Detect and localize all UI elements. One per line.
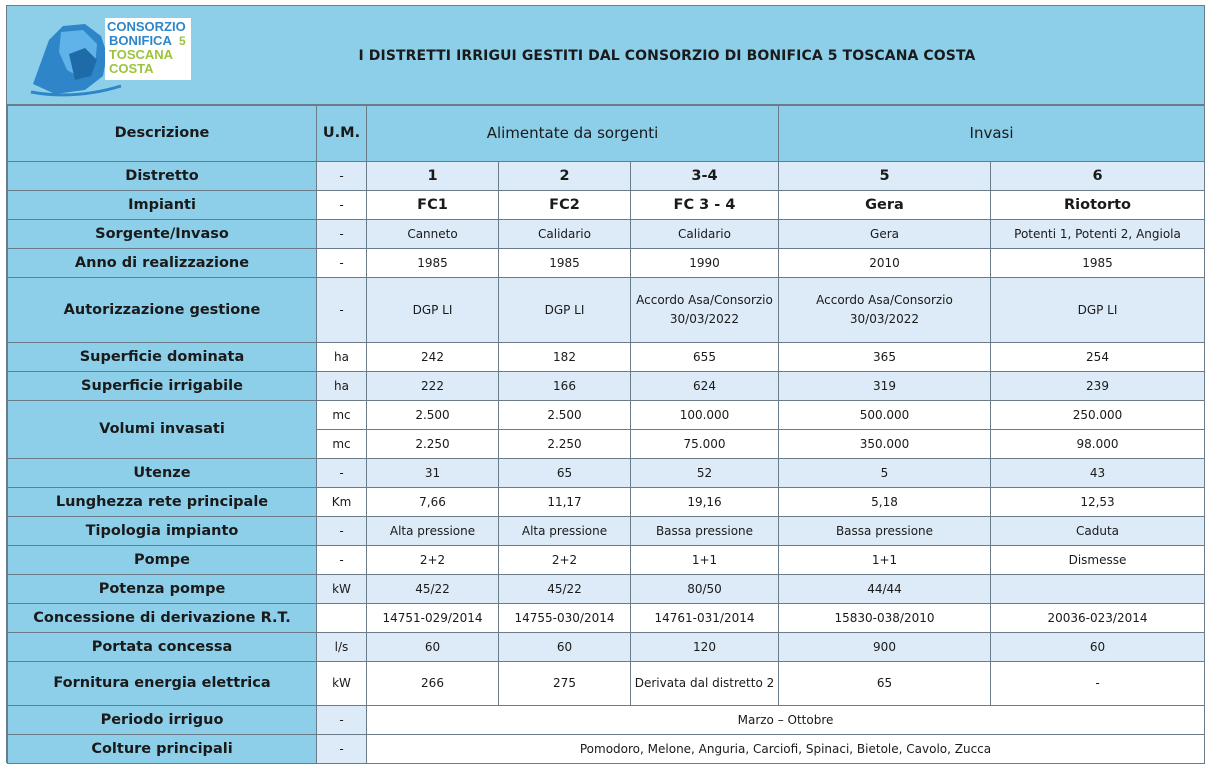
- table-cell: 11,17: [499, 488, 631, 517]
- table-cell: 19,16: [631, 488, 779, 517]
- table-cell: 14761-031/2014: [631, 604, 779, 633]
- table-cell: Riotorto: [991, 191, 1205, 220]
- table-cell: 624: [631, 372, 779, 401]
- table-row: [8, 220, 1205, 249]
- table-cell: 44/44: [779, 575, 991, 604]
- table-cell: 266: [367, 662, 499, 706]
- row-unit: -: [317, 278, 367, 343]
- table-cell: 14751-029/2014: [367, 604, 499, 633]
- document-header: [7, 6, 1204, 105]
- table-cell: 500.000: [779, 401, 991, 430]
- row-label: Sorgente/Invaso: [8, 220, 317, 249]
- table-cell: 80/50: [631, 575, 779, 604]
- table-cell: 65: [779, 662, 991, 706]
- svg-text:BONIFICA: BONIFICA: [109, 33, 172, 48]
- svg-text:CONSORZIO: CONSORZIO: [107, 19, 186, 34]
- districts-table: [7, 105, 1205, 764]
- svg-text:5: 5: [179, 34, 186, 48]
- table-row: [8, 633, 1205, 662]
- row-unit: l/s: [317, 633, 367, 662]
- table-cell: 5: [779, 459, 991, 488]
- table-cell: 14755-030/2014: [499, 604, 631, 633]
- row-unit: -: [317, 249, 367, 278]
- table-cell: 2.500: [499, 401, 631, 430]
- table-cell: 239: [991, 372, 1205, 401]
- table-cell: 250.000: [991, 401, 1205, 430]
- table-cell: Derivata dal distretto 2: [631, 662, 779, 706]
- table-cell: 45/22: [499, 575, 631, 604]
- table-cell: 20036-023/2014: [991, 604, 1205, 633]
- table-row: [8, 517, 1205, 546]
- table-cell: 60: [991, 633, 1205, 662]
- table-cell: 31: [367, 459, 499, 488]
- table-cell: 1985: [499, 249, 631, 278]
- table-row: [8, 459, 1205, 488]
- row-label: Superficie irrigabile: [8, 372, 317, 401]
- table-cell: [991, 575, 1205, 604]
- table-cell: 1985: [991, 249, 1205, 278]
- row-unit: -: [317, 517, 367, 546]
- table-cell: Potenti 1, Potenti 2, Angiola: [991, 220, 1205, 249]
- table-cell: DGP LI: [991, 278, 1205, 343]
- row-label: Concessione di derivazione R.T.: [8, 604, 317, 633]
- table-cell: 12,53: [991, 488, 1205, 517]
- col-header-um: U.M.: [317, 106, 367, 162]
- table-row: [8, 546, 1205, 575]
- table-cell: Calidario: [631, 220, 779, 249]
- row-span-value: Marzo – Ottobre: [367, 706, 1205, 735]
- row-label: Impianti: [8, 191, 317, 220]
- table-cell: 45/22: [367, 575, 499, 604]
- row-label: Autorizzazione gestione: [8, 278, 317, 343]
- row-unit: -: [317, 162, 367, 191]
- table-row: [8, 706, 1205, 735]
- row-label: Distretto: [8, 162, 317, 191]
- table-cell: 655: [631, 343, 779, 372]
- table-cell: 319: [779, 372, 991, 401]
- table-cell: 98.000: [991, 430, 1205, 459]
- row-unit: -: [317, 459, 367, 488]
- table-cell: Bassa pressione: [631, 517, 779, 546]
- row-unit: [317, 604, 367, 633]
- table-cell: 52: [631, 459, 779, 488]
- table-cell: 1+1: [631, 546, 779, 575]
- row-label: Pompe: [8, 546, 317, 575]
- row-label: Portata concessa: [8, 633, 317, 662]
- row-unit: -: [317, 735, 367, 764]
- table-cell: 242: [367, 343, 499, 372]
- consorzio-logo: [25, 14, 225, 98]
- row-unit: -: [317, 546, 367, 575]
- table-cell: 2.250: [499, 430, 631, 459]
- table-cell: 182: [499, 343, 631, 372]
- table-cell: 222: [367, 372, 499, 401]
- table-cell: 2+2: [367, 546, 499, 575]
- table-row: [8, 604, 1205, 633]
- table-cell: Calidario: [499, 220, 631, 249]
- row-label: Volumi invasati: [8, 401, 317, 459]
- svg-text:COSTA: COSTA: [109, 61, 154, 76]
- table-cell: Gera: [779, 191, 991, 220]
- table-cell: Alta pressione: [367, 517, 499, 546]
- row-unit: kW: [317, 662, 367, 706]
- table-cell: 350.000: [779, 430, 991, 459]
- row-unit: mc: [317, 401, 367, 430]
- table-cell: 275: [499, 662, 631, 706]
- table-cell: 15830-038/2010: [779, 604, 991, 633]
- table-cell: -: [991, 662, 1205, 706]
- table-row: [8, 575, 1205, 604]
- svg-text:TOSCANA: TOSCANA: [109, 47, 174, 62]
- col-header-descrizione: Descrizione: [8, 106, 317, 162]
- row-unit: mc: [317, 430, 367, 459]
- table-cell: 1990: [631, 249, 779, 278]
- row-label: Periodo irriguo: [8, 706, 317, 735]
- table-row: [8, 191, 1205, 220]
- table-cell: FC1: [367, 191, 499, 220]
- table-cell: Accordo Asa/Consorzio 30/03/2022: [779, 278, 991, 343]
- table-cell: 166: [499, 372, 631, 401]
- table-cell: 7,66: [367, 488, 499, 517]
- row-label: Utenze: [8, 459, 317, 488]
- table-cell: 5: [779, 162, 991, 191]
- table-row: [8, 372, 1205, 401]
- row-label: Fornitura energia elettrica: [8, 662, 317, 706]
- table-cell: Gera: [779, 220, 991, 249]
- table-cell: DGP LI: [367, 278, 499, 343]
- table-cell: 65: [499, 459, 631, 488]
- row-label: Tipologia impianto: [8, 517, 317, 546]
- row-label: Colture principali: [8, 735, 317, 764]
- table-cell: Canneto: [367, 220, 499, 249]
- table-row: [8, 401, 1205, 430]
- table-cell: 2+2: [499, 546, 631, 575]
- table-cell: 43: [991, 459, 1205, 488]
- table-cell: Caduta: [991, 517, 1205, 546]
- row-unit: ha: [317, 372, 367, 401]
- table-cell: 60: [499, 633, 631, 662]
- table-cell: Accordo Asa/Consorzio 30/03/2022: [631, 278, 779, 343]
- row-unit: -: [317, 706, 367, 735]
- table-cell: 1+1: [779, 546, 991, 575]
- table-cell: Dismesse: [991, 546, 1205, 575]
- document-frame: [6, 5, 1205, 763]
- table-cell: 2.250: [367, 430, 499, 459]
- table-cell: 120: [631, 633, 779, 662]
- table-cell: 60: [367, 633, 499, 662]
- table-row: [8, 735, 1205, 764]
- table-row: [8, 278, 1205, 343]
- table-cell: 900: [779, 633, 991, 662]
- row-label: Lunghezza rete principale: [8, 488, 317, 517]
- col-header-sorgenti: Alimentate da sorgenti: [367, 106, 779, 162]
- table-cell: DGP LI: [499, 278, 631, 343]
- table-cell: 1985: [367, 249, 499, 278]
- table-cell: 254: [991, 343, 1205, 372]
- row-unit: ha: [317, 343, 367, 372]
- table-row: [8, 662, 1205, 706]
- table-cell: 3-4: [631, 162, 779, 191]
- table-cell: Bassa pressione: [779, 517, 991, 546]
- row-label: Anno di realizzazione: [8, 249, 317, 278]
- table-row: [8, 343, 1205, 372]
- table-row: [8, 162, 1205, 191]
- table-cell: 2010: [779, 249, 991, 278]
- row-label: Superficie dominata: [8, 343, 317, 372]
- table-cell: 5,18: [779, 488, 991, 517]
- page-title: I DISTRETTI IRRIGUI GESTITI DAL CONSORZIO DI BONIFICA 5 TOSCANA COSTA: [358, 47, 976, 64]
- row-unit: kW: [317, 575, 367, 604]
- table-cell: 2: [499, 162, 631, 191]
- row-unit: Km: [317, 488, 367, 517]
- table-cell: 1: [367, 162, 499, 191]
- column-header-row: [8, 106, 1205, 162]
- row-unit: -: [317, 191, 367, 220]
- row-span-value: Pomodoro, Melone, Anguria, Carciofi, Spinaci, Bietole, Cavolo, Zucca: [367, 735, 1205, 764]
- table-row: [8, 249, 1205, 278]
- table-row: [8, 488, 1205, 517]
- table-cell: 75.000: [631, 430, 779, 459]
- table-cell: 365: [779, 343, 991, 372]
- table-cell: 2.500: [367, 401, 499, 430]
- table-cell: FC2: [499, 191, 631, 220]
- col-header-invasi: Invasi: [779, 106, 1205, 162]
- row-label: Potenza pompe: [8, 575, 317, 604]
- row-unit: -: [317, 220, 367, 249]
- table-cell: Alta pressione: [499, 517, 631, 546]
- table-cell: 100.000: [631, 401, 779, 430]
- table-cell: FC 3 - 4: [631, 191, 779, 220]
- table-cell: 6: [991, 162, 1205, 191]
